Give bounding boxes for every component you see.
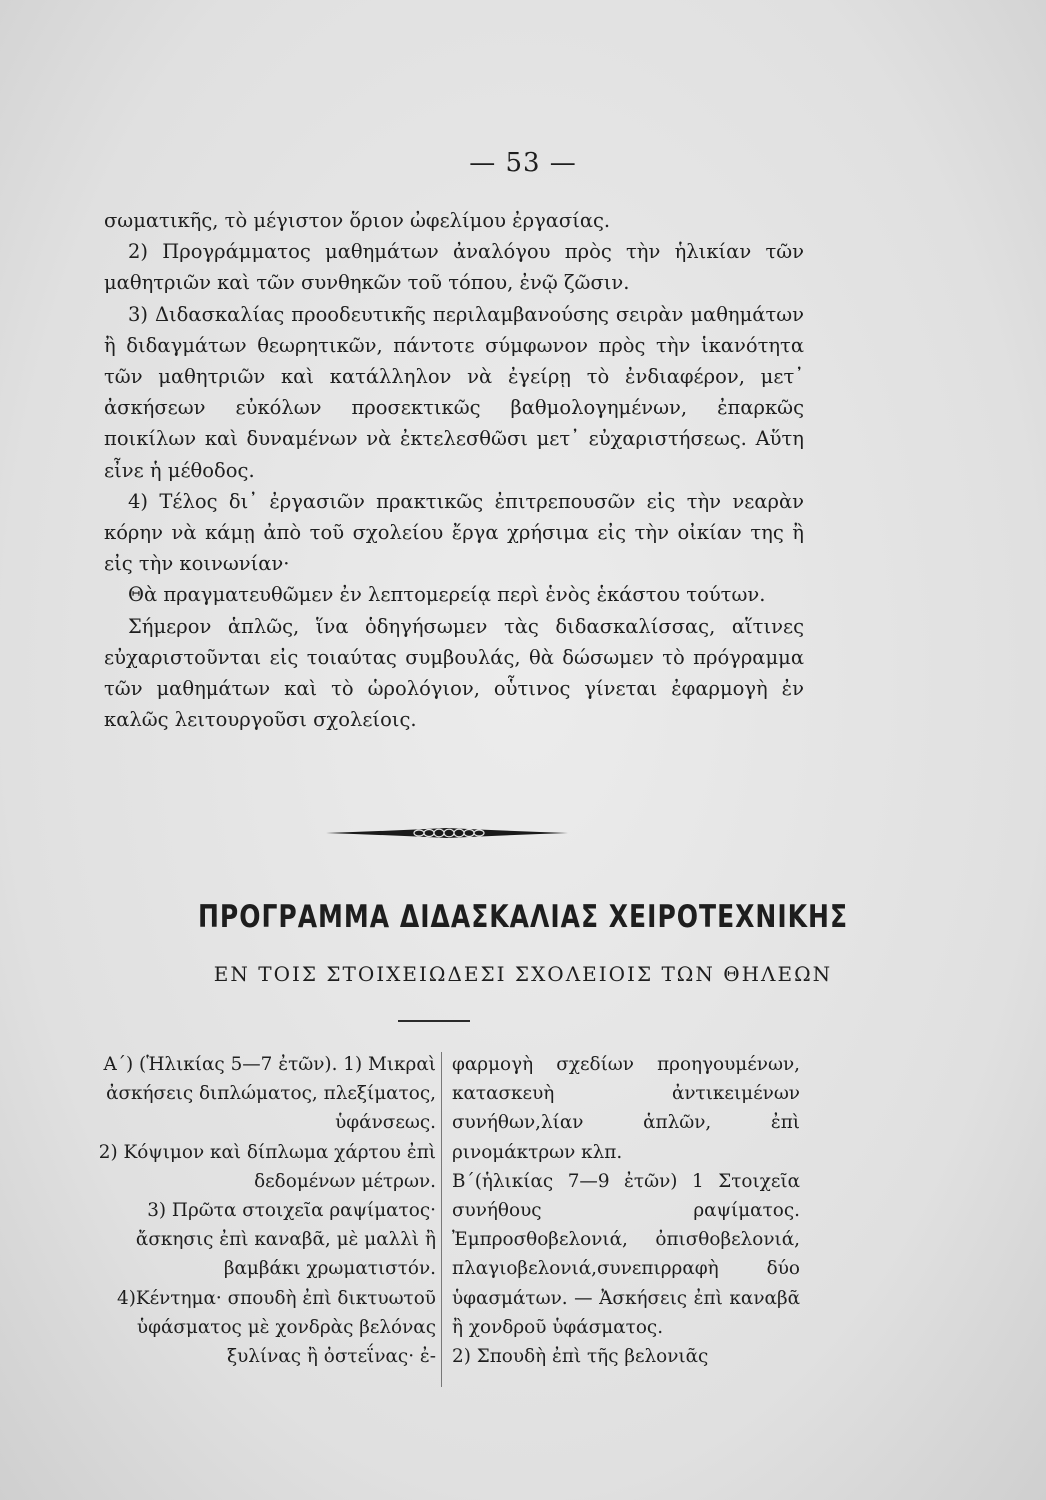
right-item-age-b: Β΄(ἡλικίας 7—9 ἐτῶν) 1 Στοιχεῖα συνήθους ραψίματος. Ἐμπροσθοβελονιά, ὀπισθοβελονιά, πλαγιοβελονιά,συνεπιρραφὴ δύο ὑφασμάτων. — Ἀσκήσεις ἐπὶ καναβᾶ ἢ χονδροῦ ὑφάσματος. xyxy=(452,1170,800,1338)
page-number: — 53 — xyxy=(469,148,577,178)
section-title: ΠΡΟΓΡΑΜΜΑ ΔΙΔΑΣΚΑΛΙΑΣ ΧΕΙΡΟΤΕΧΝΙΚΗΣ xyxy=(197,898,849,935)
right-item-continuation: φαρμογὴ σχεδίων προηγουμένων, κατασκευὴ ἀντικειμένων συνήθων,λίαν ἁπλῶν, ἐπὶ ρινομάκτρων κλπ. xyxy=(452,1054,800,1163)
paragraph-point-3: 3) Διδασκαλίας προοδευτικῆς περιλαμβανούσης σειρὰν μαθημάτων ἢ διδαγμάτων θεωρητικῶν, πάντοτε σύμφωνον πρὸς τὴν ἱκανότητα τῶν μαθητριῶν καὶ κατάλληλον νὰ ἐγείρῃ τὸ ἐνδιαφέρον, μετ᾽ ἀσκήσεων εὐκόλων προσεκτικῶς βαθμολογημένων, ἐπαρκῶς ποικίλων καὶ δυναμένων νὰ ἐκτελεσθῶσι μετ᾽ εὐχαριστήσεως. Αὕτη εἶνε ἡ μέθοδος. xyxy=(104,302,804,482)
paragraph-point-4: 4) Τέλος δι᾽ ἐργασιῶν πρακτικῶς ἐπιτρεπουσῶν εἰς τὴν νεαρὰν κόρην νὰ κάμῃ ἀπὸ τοῦ σχολείου ἔργα χρήσιμα εἰς τὴν οἰκίαν της ἢ εἰς τὴν κοινωνίαν· xyxy=(104,489,804,576)
right-item-2: 2) Σπουδὴ ἐπὶ τῆς βελονιᾶς xyxy=(452,1346,709,1368)
left-item-3: 3) Πρῶτα στοιχεῖα ραψίματος· ἄσκησις ἐπὶ καναβᾶ, μὲ μαλλὶ ἢ βαμβάκι χρωματιστόν. xyxy=(135,1200,436,1280)
left-column xyxy=(96,1050,436,1371)
paragraph-intent: Θὰ πραγματευθῶμεν ἐν λεπτομερείᾳ περὶ ἑνὸς ἑκάστου τούτων. xyxy=(128,583,766,607)
paragraph-point-2: 2) Προγράμματος μαθημάτων ἀναλόγου πρὸς τὴν ἡλικίαν τῶν μαθητριῶν καὶ τῶν συνθηκῶν τοῦ τόπου, ἐνῷ ζῶσιν. xyxy=(104,240,804,295)
title-rule xyxy=(398,1020,470,1022)
body-text xyxy=(104,205,804,735)
ornamental-divider xyxy=(326,822,568,844)
left-item-2: 2) Κόψιμον καὶ δίπλωμα χάρτου ἐπὶ δεδομένων μέτρων. xyxy=(98,1141,436,1192)
left-item-4: 4)Κέντημα· σπουδὴ ἐπὶ δικτυωτοῦ ὑφάσματος μὲ χονδρὰς βελόνας ξυλίνας ἢ ὀστεΐνας· ἐ- xyxy=(117,1287,436,1368)
paragraph-introduction: Σήμερον ἁπλῶς, ἵνα ὁδηγήσωμεν τὰς διδασκαλίσσας, αἵτινες εὐχαριστοῦνται εἰς τοιαύτας συμβουλάς, θὰ δώσωμεν τὸ πρόγραμμα τῶν μαθημάτων καὶ τὸ ὡρολόγιον, οὗτινος γίνεται ἐφαρμογὴ ἐν καλῶς λειτουργοῦσι σχολείοις. xyxy=(104,614,804,732)
paragraph-continuation: σωματικῆς, τὸ μέγιστον ὅριον ὠφελίμου ἐργασίας. xyxy=(104,209,611,232)
right-column xyxy=(452,1050,800,1371)
left-item-age-a: Α΄) (Ἡλικίας 5—7 ἐτῶν). 1) Μικραὶ ἀσκήσεις διπλώματος, πλεξίματος, ὑφάνσεως. xyxy=(103,1054,436,1134)
column-divider xyxy=(441,1052,442,1387)
section-subtitle: ΕΝ ΤΟΙΣ ΣΤΟΙΧΕΙΩΔΕΣΙ ΣΧΟΛΕΙΟΙΣ ΤΩΝ ΘΗΛΕΩΝ xyxy=(213,962,833,986)
